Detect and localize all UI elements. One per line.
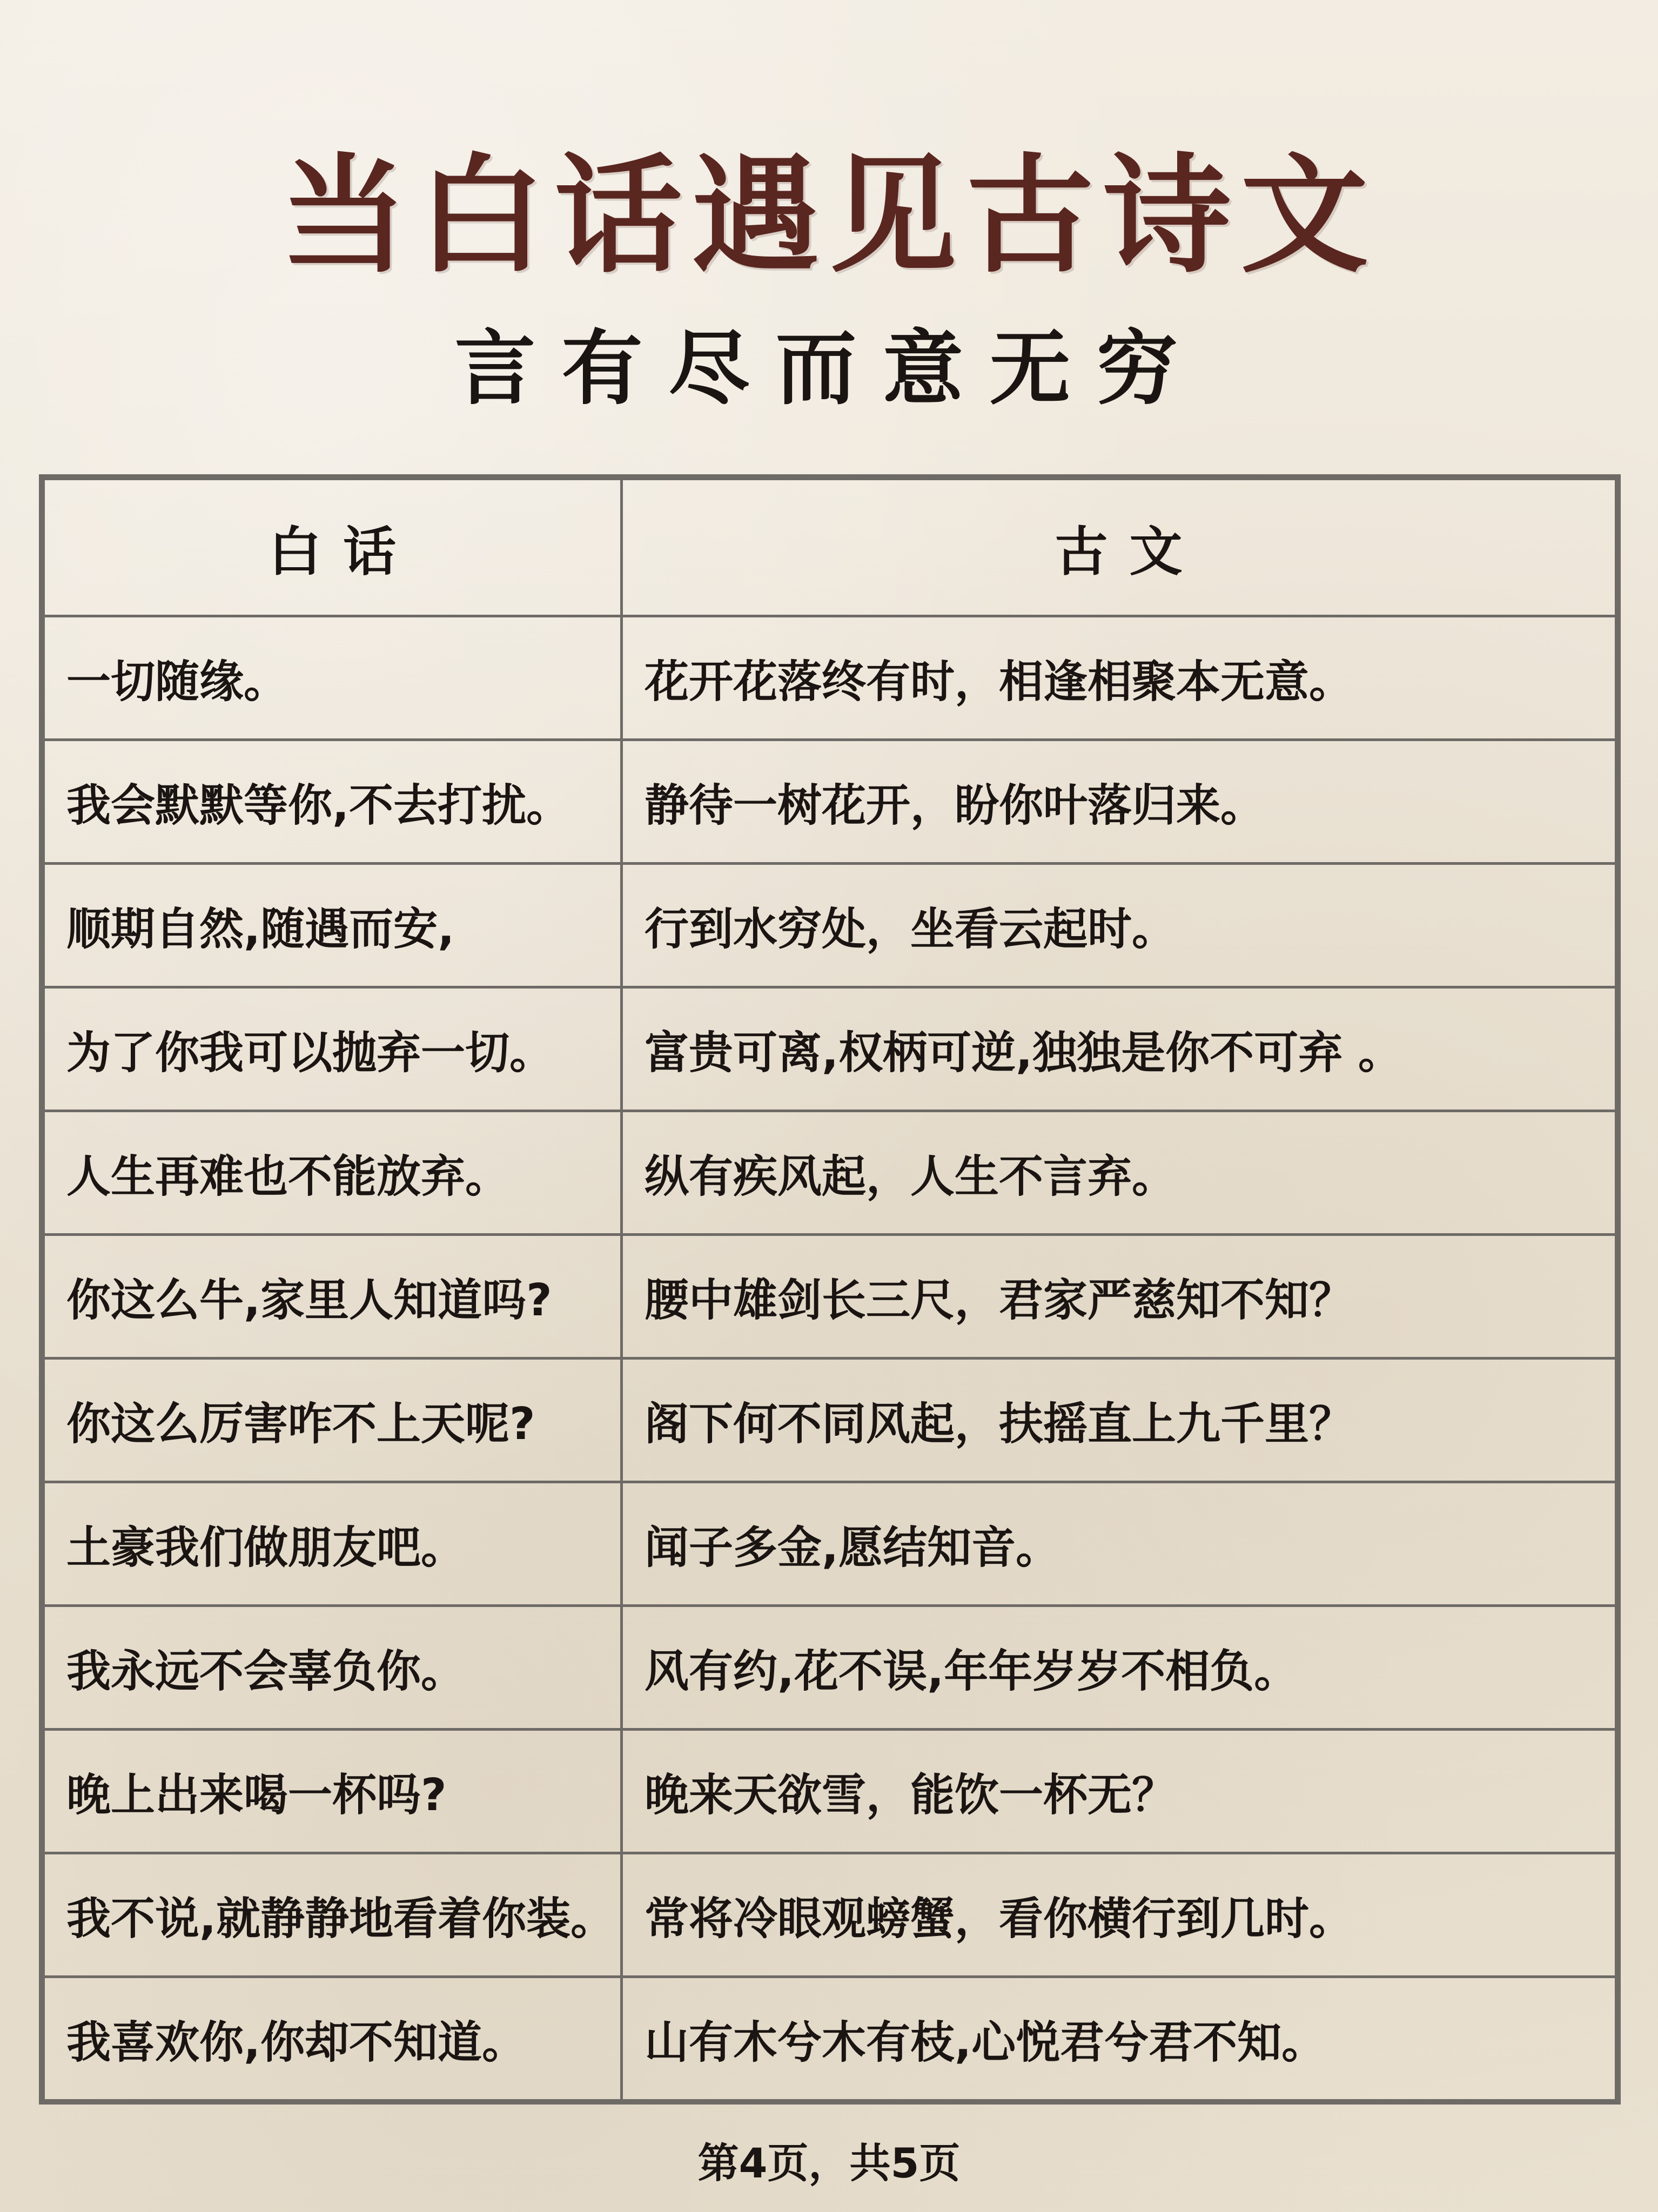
vernacular-cell: 我永远不会辜负你。: [44, 1606, 622, 1730]
page-title: 当白话遇见古诗文: [280, 140, 1378, 290]
column-header-vernacular: 白话: [44, 479, 622, 616]
column-header-classical: 古文: [622, 479, 1616, 616]
vernacular-cell: 人生再难也不能放弃。: [44, 1111, 622, 1235]
classical-cell: 腰中雄剑长三尺，君家严慈知不知？: [622, 1235, 1616, 1359]
classical-cell: 晚来天欲雪，能饮一杯无？: [622, 1730, 1616, 1853]
vernacular-cell: 我不说,就静静地看着你装。: [44, 1853, 622, 1977]
table-row: [44, 1482, 1616, 1606]
vernacular-cell: 一切随缘。: [44, 616, 622, 740]
table-row: [44, 616, 1616, 740]
table-row: [44, 864, 1616, 987]
table-row: [44, 1606, 1616, 1730]
classical-cell: 阁下何不同风起，扶摇直上九千里？: [622, 1359, 1616, 1482]
classical-cell: 富贵可离,权柄可逆,独独是你不可弃 。: [622, 987, 1616, 1111]
page-subtitle: 言有尽而意无穷: [454, 321, 1204, 416]
classical-cell: 静待一树花开，盼你叶落归来。: [622, 740, 1616, 864]
vernacular-cell: 你这么厉害咋不上天呢?: [44, 1359, 622, 1482]
classical-cell: 山有木兮木有枝,心悦君兮君不知。: [622, 1977, 1616, 2101]
vernacular-cell: 顺期自然,随遇而安,: [44, 864, 622, 987]
table-row: [44, 987, 1616, 1111]
vernacular-cell: 为了你我可以抛弃一切。: [44, 987, 622, 1111]
vernacular-cell: 土豪我们做朋友吧。: [44, 1482, 622, 1606]
classical-cell: 纵有疾风起，人生不言弃。: [622, 1111, 1616, 1235]
classical-cell: 风有约,花不误,年年岁岁不相负。: [622, 1606, 1616, 1730]
table-header-row: [44, 479, 1616, 616]
table-row: [44, 740, 1616, 864]
table-row: [44, 1359, 1616, 1482]
classical-cell: 闻子多金,愿结知音。: [622, 1482, 1616, 1606]
vernacular-cell: 你这么牛,家里人知道吗?: [44, 1235, 622, 1359]
vernacular-cell: 我喜欢你,你却不知道。: [44, 1977, 622, 2101]
table-row: [44, 1111, 1616, 1235]
table-row: [44, 1235, 1616, 1359]
table-row: [44, 1730, 1616, 1853]
classical-cell: 常将冷眼观螃蟹，看你横行到几时。: [622, 1853, 1616, 1977]
table-row: [44, 1977, 1616, 2101]
classical-cell: 行到水穷处，坐看云起时。: [622, 864, 1616, 987]
classical-cell: 花开花落终有时，相逢相聚本无意。: [622, 616, 1616, 740]
table-row: [44, 1853, 1616, 1977]
vernacular-cell: 我会默默等你,不去打扰。: [44, 740, 622, 864]
comparison-table: [39, 474, 1621, 2105]
vernacular-cell: 晚上出来喝一杯吗?: [44, 1730, 622, 1853]
page-indicator: 第4页，共5页: [697, 2139, 961, 2187]
